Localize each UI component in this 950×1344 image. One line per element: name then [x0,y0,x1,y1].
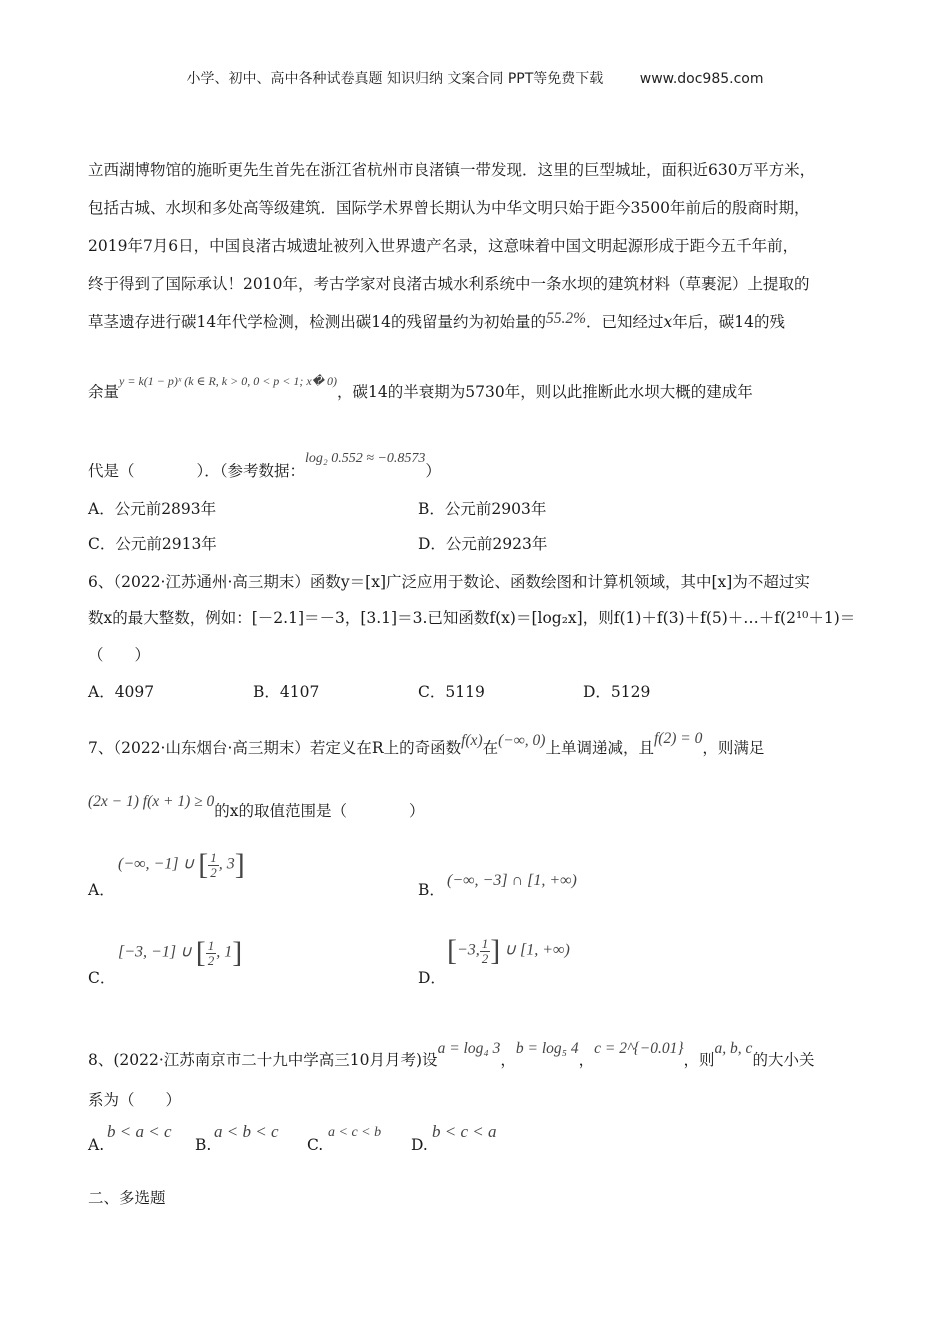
q7-a-den: 2 [210,864,217,880]
q6-option-d[interactable]: D．5129 [583,683,651,701]
q6-option-b[interactable]: B．4107 [253,683,320,701]
q7-option-b-label[interactable]: B． [418,881,445,899]
a-expr: a = log₄ 3 [437,1040,501,1057]
q8-sep-1: ， [500,1051,516,1069]
q6-option-c[interactable]: C．5119 [418,683,485,701]
q5-option-c[interactable]: C．公元前2913年 [88,535,217,553]
q8-option-b-expr[interactable]: a < b < c [214,1122,279,1141]
q5-option-d[interactable]: D．公元前2923年 [418,535,548,553]
q7-d-pre: −3, [457,941,480,959]
left-bracket: [ [198,848,209,881]
q7-a-post: , 3 [218,855,235,873]
interval-neg-inf-0: (−∞, 0) [498,732,546,749]
q6-line-3: （ ） [88,646,151,664]
q8-option-c-label[interactable]: C. [307,1136,324,1154]
func-fx: f(x) [461,732,483,749]
q5-line-5c: 年后，碳14的残 [672,313,785,331]
q8-option-b-label[interactable]: B. [195,1136,212,1154]
page-header [0,68,950,88]
q7-c-num: 1 [207,937,215,953]
var-x: x [663,313,673,331]
header-text: 小学、初中、高中各种试卷真题 知识归纳 文案合同 PPT等免费下载 [186,71,604,87]
q5-line-5a: 草茎遗存进行碳14年代学检测，检测出碳14的残留量约为初始量的 [88,313,546,331]
q8-line-1 [88,1040,814,1070]
q5-line-4: 终于得到了国际承认！2010年，考古学家对良渚古城水利系统中一条水坝的建筑材料（草裹泥）上提取的 [88,275,810,293]
q7-option-a-expr[interactable] [118,848,245,882]
q5-line-5b: ．已知经过 [586,313,664,331]
q7-line-2 [88,793,425,821]
q7-option-d-label[interactable]: D． [418,969,446,987]
c-expr: c = 2^{−0.01} [594,1040,684,1057]
q5-line-1: 立西湖博物馆的施昕更先生首先在浙江省杭州市良渚镇一带发现．这里的巨型城址，面积近630万平方米， [88,161,816,179]
q7-option-c-expr[interactable] [118,936,242,970]
q7-c-frac [206,939,217,968]
q5-line-7a: 代是（ ）．（参考数据： [88,462,306,480]
q5-line-7b: ） [425,462,441,480]
q5-line-6 [88,374,753,402]
q5-line-3: 2019年7月6日，中国良渚古城遗址被列入世界遗产名录，这意味着中国文明起源形成于距今五千年前， [88,237,799,255]
q7-c-post: , 1 [216,943,233,961]
q8-line-1a: 8、(2022·江苏南京市二十九中学高三10月月考)设 [88,1051,438,1069]
q7-d-post: ∪ [1, +∞) [504,941,570,959]
right-bracket: ] [232,936,243,969]
left-bracket: [ [447,934,457,967]
q7-line-1 [88,730,764,758]
q6-line-2: 数x的最大整数，例如：[－2.1]＝－3，[3.1]＝3.已知函数f(x)＝[log₂x]，则f(1)＋f(3)＋f(5)＋…＋f(2¹⁰＋1)＝ [88,609,856,627]
section-title: 二、多选题 [88,1189,166,1207]
q7-line-1b: 在 [482,739,499,757]
residual-percent: 55.2% [545,310,586,327]
q6-line-1: 6、（2022·江苏通州·高三期末）函数y＝[x]广泛应用于数论、函数绘图和计算机领域，其中[x]为不超过实 [88,573,810,591]
q7-c-den: 2 [207,952,215,968]
q5-line-5 [88,310,785,332]
q7-a-pre: (−∞, −1] ∪ [118,855,195,873]
q8-line-2: 系为（ ） [88,1091,182,1109]
q8-line-1c: 的大小关 [752,1051,815,1069]
q8-option-d-label[interactable]: D. [411,1136,428,1154]
q7-d-den: 2 [481,950,489,966]
q5-line-6b: ，碳14的半衰期为5730年，则以此推断此水坝大概的建成年 [337,383,753,401]
q5-option-b[interactable]: B．公元前2903年 [418,500,547,518]
b-expr: b = log₅ 4 [515,1040,579,1057]
right-bracket: ] [490,934,501,967]
q8-option-a-label[interactable]: A. [88,1136,105,1154]
q7-option-c-label[interactable]: C． [88,969,116,987]
q8-line-1b: ，则 [683,1051,715,1069]
q5-option-a[interactable]: A．公元前2893年 [88,500,217,518]
header-url: www.doc985.com [639,71,764,87]
decay-formula: y = k(1 − p)ˣ (k ∈ R, k > 0, 0 < p < 1; x� 0) [119,374,338,388]
q8-option-a-expr[interactable]: b < a < c [107,1122,172,1141]
log-reference: log₂ 0.552 ≈ −0.8573 [305,451,426,466]
q5-line-6a: 余量 [88,383,120,401]
q5-line-2: 包括古城、水坝和多处高等级建筑．国际学术界曾长期认为中华文明只始于距今3500年前后的殷商时期， [88,199,810,217]
q7-d-num: 1 [481,935,489,951]
abc-vars: a, b, c [714,1040,753,1057]
q7-c-pre: [−3, −1] ∪ [118,943,192,961]
q7-line-2b: 的x的取值范围是（ ） [214,802,425,820]
q7-option-d-expr[interactable] [447,934,570,968]
q7-a-frac [208,851,219,880]
q7-line-1a: 7、（2022·山东烟台·高三期末）若定义在R上的奇函数 [88,739,462,757]
q7-option-a-label[interactable]: A． [88,881,115,899]
q8-sep-2: ， [578,1051,595,1069]
q7-a-num: 1 [210,849,217,865]
q8-option-d-expr[interactable]: b < c < a [432,1122,497,1141]
q7-option-b-expr[interactable]: (−∞, −3] ∩ [1, +∞) [447,872,577,889]
f2-zero: f(2) = 0 [653,730,703,747]
q7-line-1c: 上单调递减，且 [545,739,654,757]
q7-line-1d: ，则满足 [702,739,765,757]
q5-line-7 [88,451,441,481]
left-bracket: [ [195,936,206,969]
q7-d-frac [480,937,491,966]
q8-option-c-expr[interactable]: a < c < b [328,1125,382,1140]
inequality: (2x − 1) f(x + 1) ≥ 0 [88,793,215,810]
q6-option-a[interactable]: A．4097 [88,683,155,701]
right-bracket: ] [234,848,245,881]
